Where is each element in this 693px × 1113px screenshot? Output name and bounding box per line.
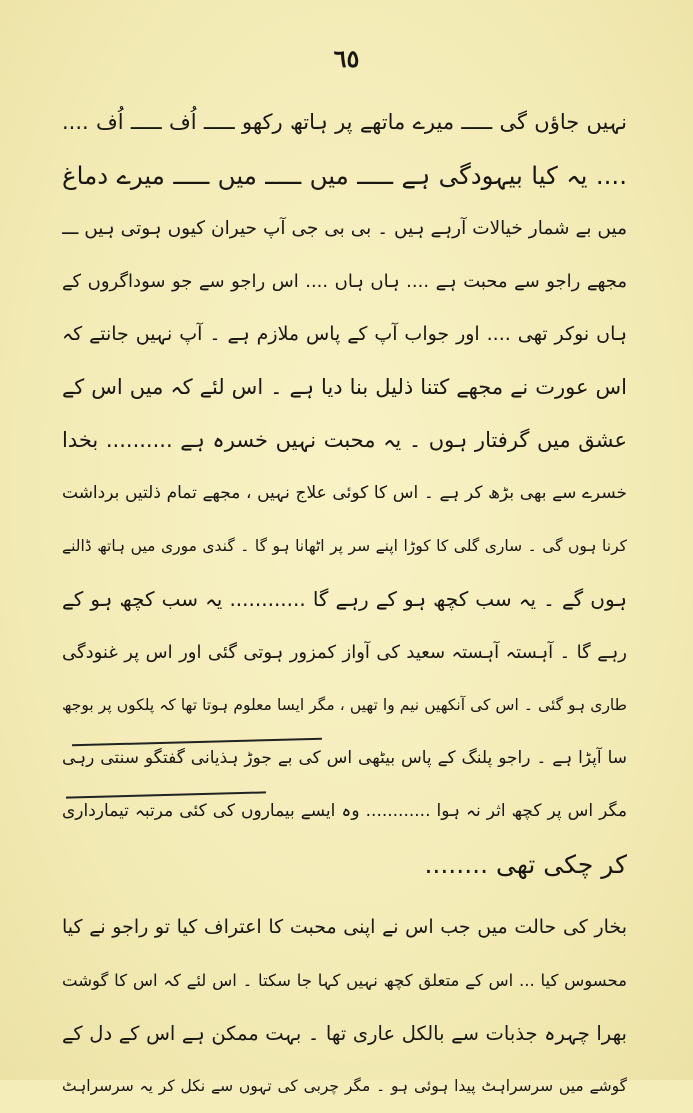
paragraph (62, 901, 627, 1113)
text-line: خسرے سے بھی بڑھ کر ہے ۔ اس کا کوئی علاج نہیں ، مجھے تمام ذلتیں برداشت (62, 483, 627, 503)
page-number: ٦٥ (333, 44, 360, 73)
text-line: عشق میں گرفتار ہوں ۔ یہ محبت نہیں خسرہ ہے .......... بخدا (62, 428, 627, 452)
paragraph (62, 96, 627, 891)
text-line: طاری ہو گئی ۔ اس کی آنکھیں نیم وا تھیں ، مگر ایسا معلوم ہوتا تھا کہ پلکوں پر بوجھ (62, 696, 627, 714)
text-line: ہوں گے ۔ یہ سب کچھ ہو کے رہے گا ............ یہ سب کچھ ہو کے (62, 587, 627, 611)
text-line: محسوس کیا ... اس کے متعلق کچھ نہیں کہا جا سکتا ۔ اس لئے کہ اس کا گوشت (62, 971, 627, 990)
text-line: اس عورت نے مجھے کتنا ذلیل بنا دیا ہے ۔ اس لئے کہ میں اس کے (62, 375, 627, 399)
body-text (62, 96, 627, 1113)
paragraph-gap (62, 891, 627, 901)
text-line: میں بے شمار خیالات آرہے ہیں ۔ بی بی جی آپ حیران کیوں ہوتی ہیں ـــ (62, 218, 627, 239)
text-line: سا آپڑا ہے ۔ راجو پلنگ کے پاس بیٹھی اس کی بے جوڑ ہذیانی گفتگو سنتی رہی (62, 748, 627, 768)
text-line: بھرا چہرہ جذبات سے بالکل عاری تھا ۔ بہت ممکن ہے اس کے دل کے (62, 1022, 627, 1045)
text-line: رہے گا ۔ آہستہ آہستہ سعید کی آواز کمزور ہوتی گئی اور اس پر غنودگی (62, 642, 627, 663)
text-line: .... یہ کیا بیہودگی ہے ـــــ میں ـــــ میں ـــــ میرے دماغ (62, 161, 627, 190)
text-line: ہاں نوکر تھی .... اور جواب آپ کے پاس ملازم ہے ۔ آپ نہیں جانتے کہ (62, 323, 627, 345)
text-line: بخار کی حالت میں جب اس نے اپنی محبت کا اعتراف کیا تو راجو نے کیا (62, 916, 627, 938)
text-line: مگر اس پر کچھ اثر نہ ہوا ............ وہ ایسے بیماروں کی کئی مرتبہ تیمارداری (62, 801, 627, 821)
text-line: مجھے راجو سے محبت ہے .... ہاں ہاں .... اس راجو سے جو سوداگروں کے (62, 271, 627, 292)
text-line: گوشے میں سرسراہٹ پیدا ہوئی ہو ۔ مگر چربی کی تہوں سے نکل کر یہ سرسراہٹ (62, 1077, 627, 1095)
text-line: کرنا ہوں گی ۔ ساری گلی کا کوڑا اپنے سر پر اٹھانا ہو گا ۔ گندی موری میں ہاتھ ڈالنے (62, 537, 627, 555)
text-line: کر چکی تھی ........ (424, 850, 627, 879)
text-line: نہیں جاؤں گی ـــــ میرے ماتھے پر ہاتھ رکھو ـــــ اُف ـــــ اُف .... (62, 110, 627, 134)
